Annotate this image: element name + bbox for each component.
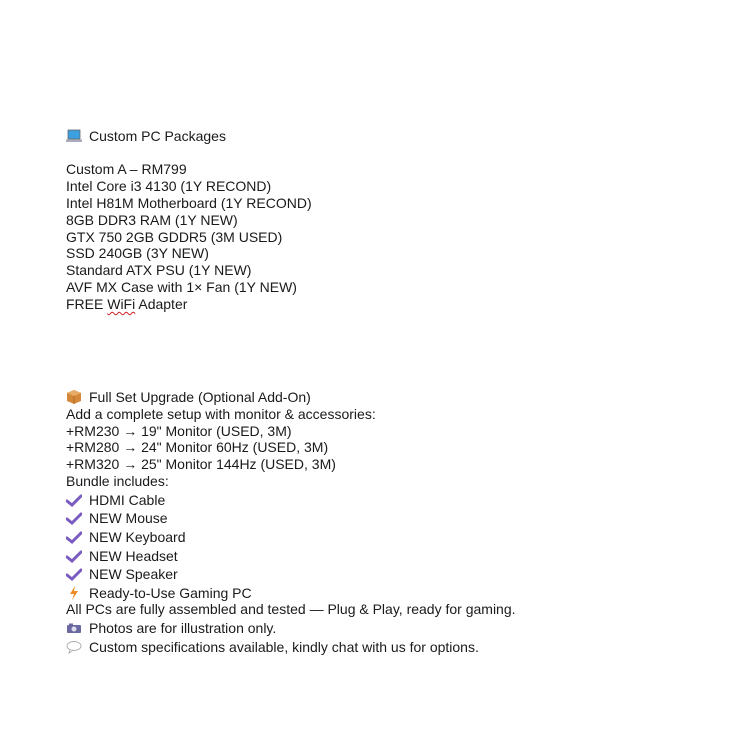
packages-title bbox=[66, 127, 226, 145]
wifi-word: WiFi bbox=[107, 296, 136, 312]
custom-text: Custom specifications available, kindly chat with us for options. bbox=[89, 639, 479, 655]
check-icon bbox=[66, 549, 82, 563]
bundle-item-label: HDMI Cable bbox=[89, 492, 166, 508]
upgrade-title-text: Full Set Upgrade (Optional Add-On) bbox=[89, 389, 311, 405]
spec-line: SSD 240GB (3Y NEW) bbox=[66, 245, 209, 261]
lightning-icon bbox=[66, 586, 82, 600]
bundle-item-label: NEW Speaker bbox=[89, 566, 178, 582]
wifi-suffix: Adapter bbox=[135, 296, 188, 312]
camera-icon bbox=[66, 621, 82, 635]
laptop-icon bbox=[66, 129, 82, 143]
spec-line: Intel Core i3 4130 (1Y RECOND) bbox=[66, 178, 272, 194]
speech-bubble-icon bbox=[66, 640, 82, 654]
bundle-item-label: NEW Mouse bbox=[89, 510, 168, 526]
assembled-note: All PCs are fully assembled and tested — Plug & Play, ready for gaming. bbox=[66, 601, 516, 617]
packages-title-text: Custom PC Packages bbox=[89, 128, 226, 144]
check-icon bbox=[66, 511, 82, 525]
spec-line: GTX 750 2GB GDDR5 (3M USED) bbox=[66, 229, 283, 245]
bundle-item-label: NEW Headset bbox=[89, 548, 178, 564]
photos-note bbox=[66, 619, 276, 637]
spec-line: Standard ATX PSU (1Y NEW) bbox=[66, 262, 252, 278]
spec-line: AVF MX Case with 1× Fan (1Y NEW) bbox=[66, 279, 297, 295]
bundle-label: Bundle includes: bbox=[66, 473, 169, 489]
bundle-item bbox=[66, 491, 165, 509]
monitor-option: +RM320 → 25" Monitor 144Hz (USED, 3M) bbox=[66, 456, 336, 472]
upgrade-title bbox=[66, 388, 311, 406]
upgrade-intro: Add a complete setup with monitor & accessories: bbox=[66, 406, 376, 422]
wifi-line bbox=[66, 295, 187, 313]
check-icon bbox=[66, 493, 82, 507]
monitor-option: +RM230 → 19" Monitor (USED, 3M) bbox=[66, 423, 292, 439]
bundle-item-label: NEW Keyboard bbox=[89, 529, 186, 545]
monitor-option: +RM280 → 24" Monitor 60Hz (USED, 3M) bbox=[66, 439, 329, 455]
photos-text: Photos are for illustration only. bbox=[89, 620, 277, 636]
package-name: Custom A – RM799 bbox=[66, 161, 187, 177]
bundle-item bbox=[66, 565, 178, 583]
wifi-prefix: FREE bbox=[66, 296, 108, 312]
check-icon bbox=[66, 567, 82, 581]
check-icon bbox=[66, 530, 82, 544]
package-icon bbox=[66, 390, 82, 404]
spec-line: Intel H81M Motherboard (1Y RECOND) bbox=[66, 195, 312, 211]
bundle-item bbox=[66, 547, 178, 565]
ready-text: Ready-to-Use Gaming PC bbox=[89, 585, 252, 601]
bundle-item bbox=[66, 509, 168, 527]
custom-note bbox=[66, 638, 479, 656]
bundle-item bbox=[66, 528, 185, 546]
spec-line: 8GB DDR3 RAM (1Y NEW) bbox=[66, 212, 238, 228]
